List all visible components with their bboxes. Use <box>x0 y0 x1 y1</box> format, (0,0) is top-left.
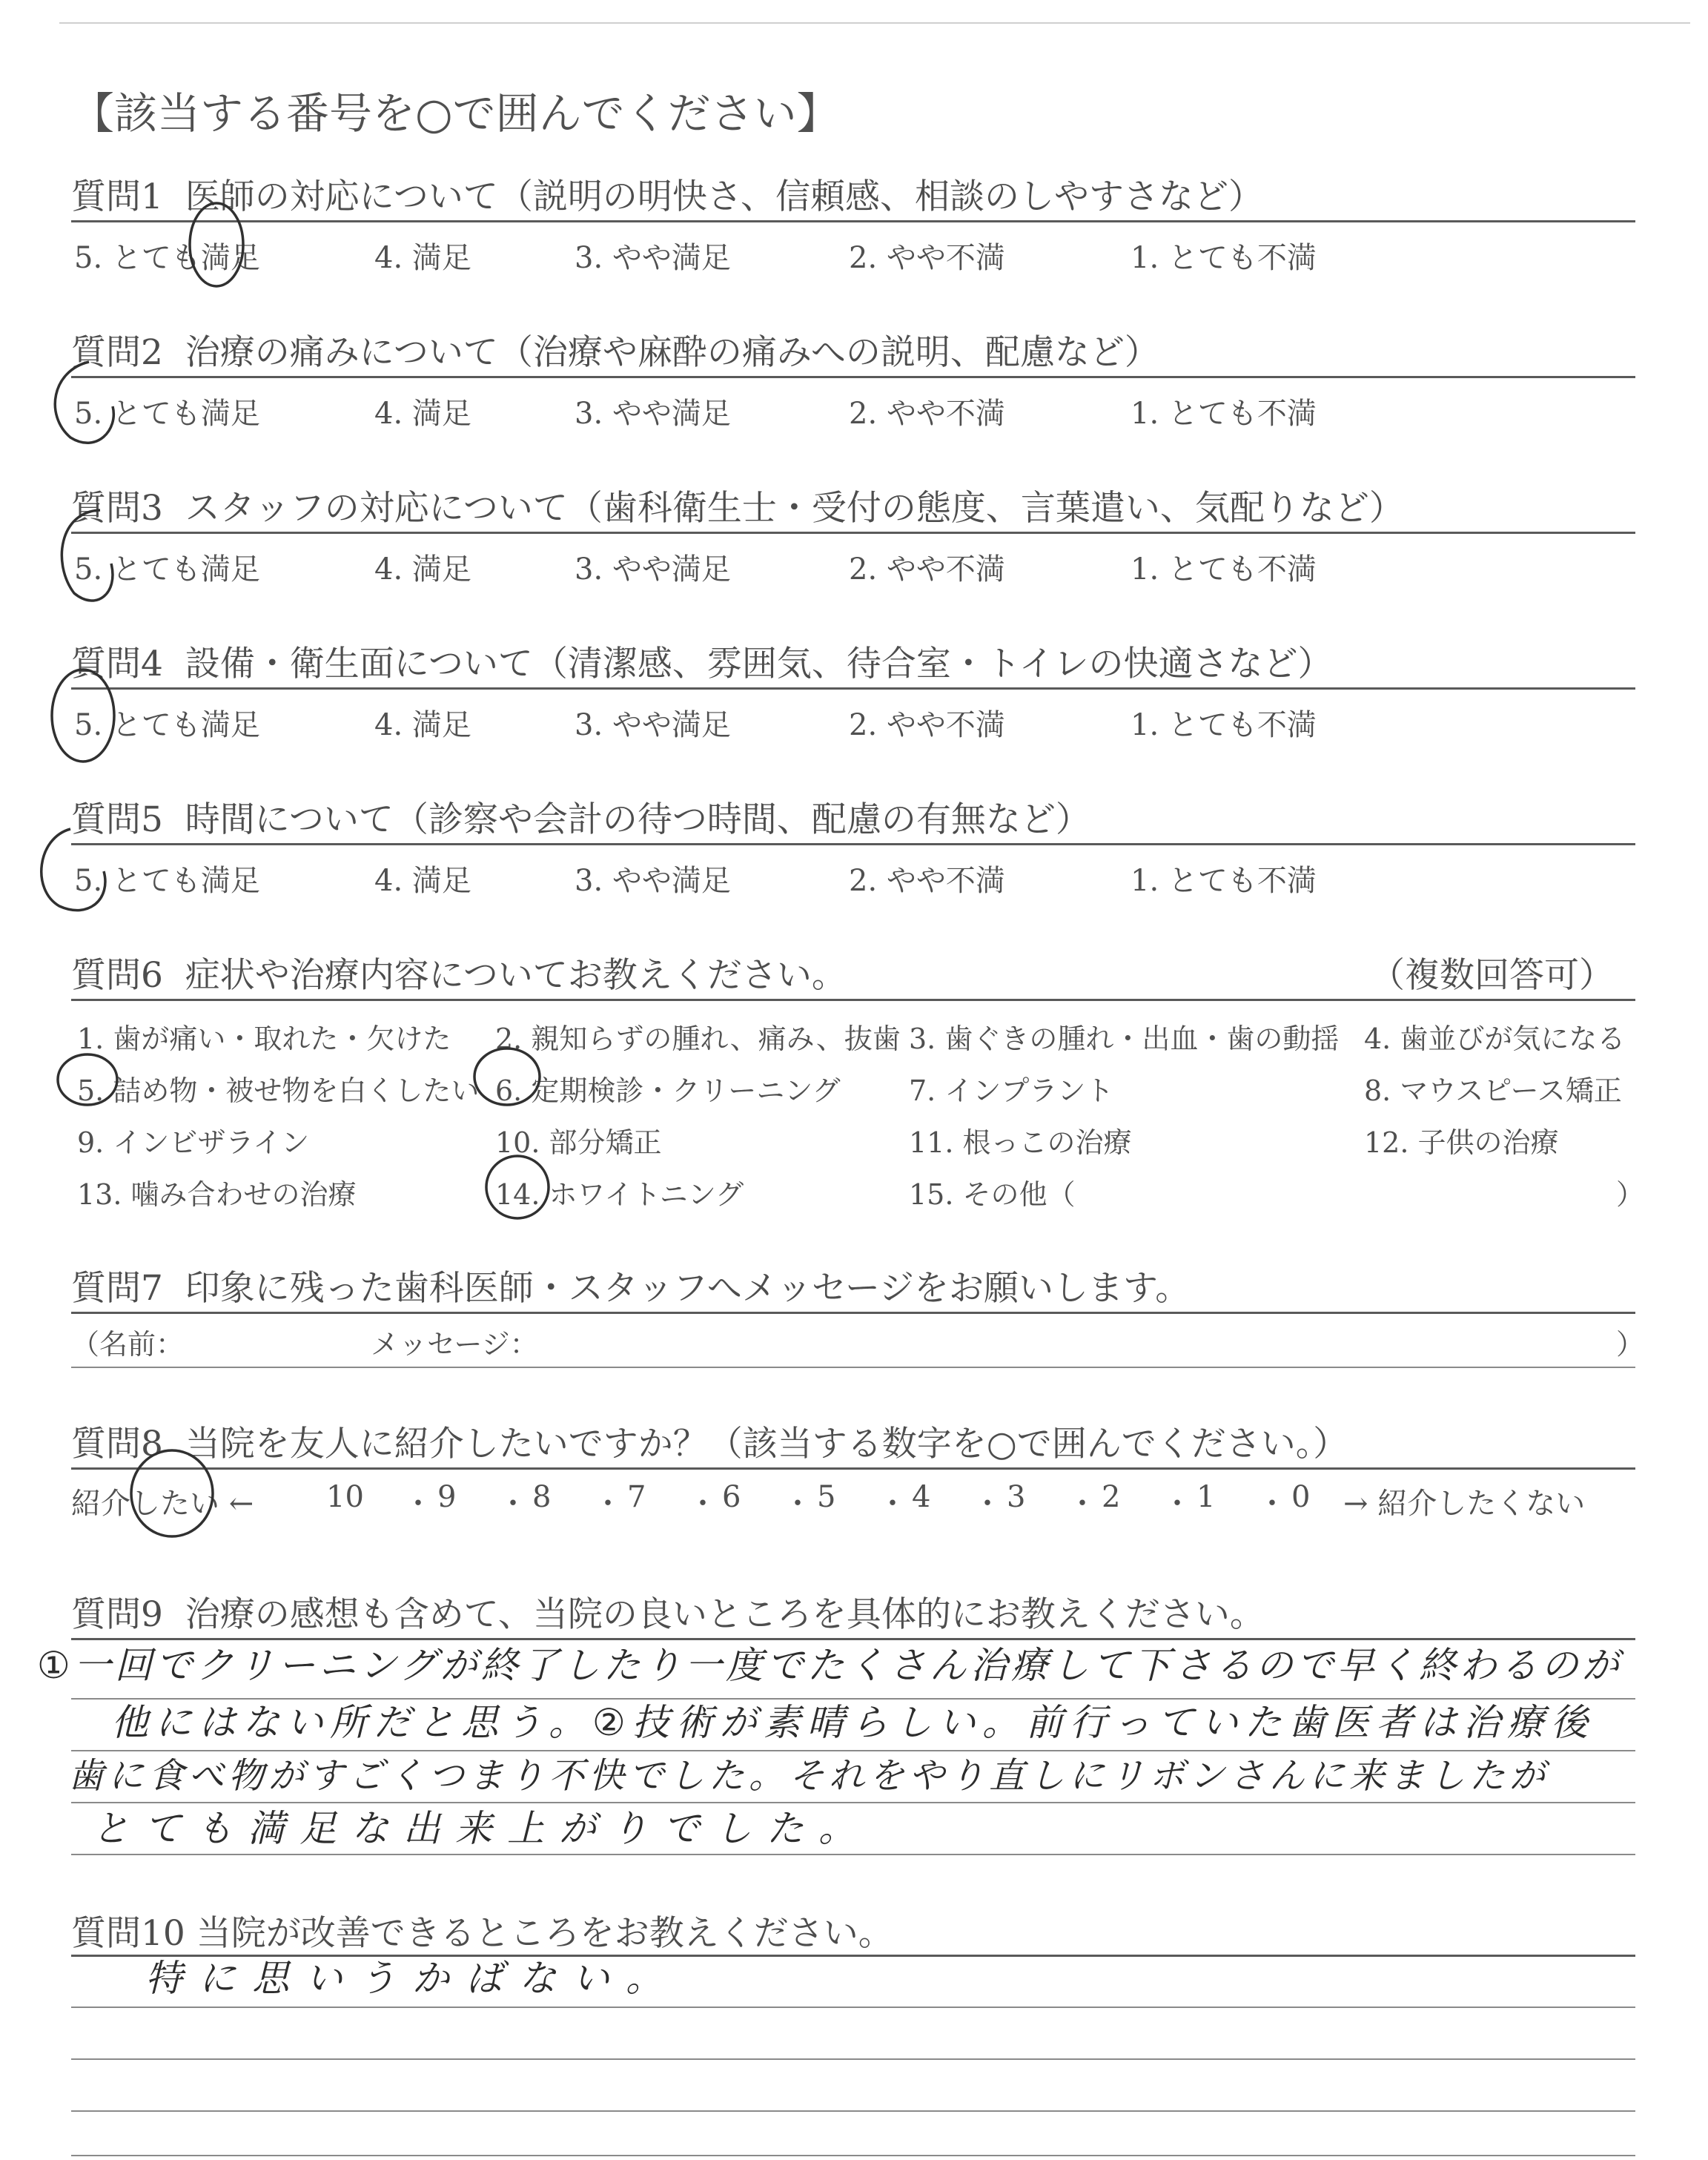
q8-score-9[interactable]: 9 <box>437 1480 457 1514</box>
q9-answer-line: ①一回でクリーニングが終了したり一度でたくさん治療して下さるので早く終わるのが <box>37 1644 1623 1687</box>
q4-option-3[interactable]: 3. やや満足 <box>575 708 731 742</box>
q4-option-5[interactable]: 5. とても満足 <box>74 708 260 742</box>
q8-text: 当院を友人に紹介したいですか？（該当する数字を○で囲んでください。） <box>185 1424 1348 1464</box>
q8-right-label: → 紹介したくない <box>1343 1487 1586 1521</box>
q6-text: 症状や治療内容についてお教えください。 <box>185 955 847 996</box>
q5-option-1[interactable]: 1. とても不満 <box>1131 864 1317 898</box>
q4-circle-mark <box>52 670 114 762</box>
q7-name-label[interactable]: （名前： <box>71 1328 185 1361</box>
q7-close: ） <box>1616 1328 1645 1361</box>
q5-option-5[interactable]: 5. とても満足 <box>74 864 260 898</box>
q5-circle-mark <box>42 829 105 911</box>
q8-dot: ・ <box>878 1487 907 1521</box>
q4-option-2[interactable]: 2. やや不満 <box>849 708 1005 742</box>
q5-option-3[interactable]: 3. やや満足 <box>575 864 731 898</box>
q10-answer[interactable]: 特に思いうかばない。 <box>145 1957 679 2000</box>
q10-label: 質問10 <box>71 1913 185 1954</box>
q9-answer-line: 他にはない所だと思う。②技術が素晴らしい。前行っていた歯医者は治療後 <box>111 1701 1595 1744</box>
q6-item14-circle-mark <box>486 1156 549 1218</box>
q8-score-8[interactable]: 8 <box>532 1480 552 1514</box>
q6-item-11[interactable]: 11. 根っこの治療 <box>909 1126 1132 1159</box>
q8-dot: ・ <box>1068 1487 1097 1521</box>
q1-option-1[interactable]: 1. とても不満 <box>1131 241 1317 275</box>
q2-circle-mark <box>55 362 113 443</box>
q4-label: 質問4 <box>71 644 163 684</box>
q5-option-2[interactable]: 2. やや不満 <box>849 864 1005 898</box>
q8-dot: ・ <box>1257 1487 1287 1521</box>
q1-option-4[interactable]: 4. 満足 <box>374 241 471 275</box>
q7-message-label[interactable]: メッセージ： <box>371 1328 538 1361</box>
q8-dot: ・ <box>973 1487 1002 1521</box>
q8-score-0[interactable]: 0 <box>1291 1480 1311 1514</box>
q3-option-3[interactable]: 3. やや満足 <box>575 552 731 587</box>
q8-score-4[interactable]: 4 <box>912 1480 931 1514</box>
q6-item-10[interactable]: 10. 部分矯正 <box>495 1126 662 1159</box>
q8-score-1[interactable]: 1 <box>1196 1480 1216 1514</box>
q8-dot: ・ <box>498 1487 528 1521</box>
q9-text: 治療の感想も含めて、当院の良いところを具体的にお教えください。 <box>185 1594 1265 1635</box>
q6-note: （複数回答可） <box>1370 955 1614 996</box>
q4-option-1[interactable]: 1. とても不満 <box>1131 708 1317 742</box>
q6-other-close: ） <box>1616 1178 1645 1211</box>
q2-option-5[interactable]: 5. とても満足 <box>74 397 260 431</box>
q8-dot: ・ <box>1162 1487 1192 1521</box>
q6-item-8[interactable]: 8. マウスピース矯正 <box>1364 1074 1622 1107</box>
q6-item6-circle-mark <box>474 1048 540 1105</box>
q3-option-1[interactable]: 1. とても不満 <box>1131 552 1317 587</box>
q2-option-4[interactable]: 4. 満足 <box>374 397 471 431</box>
q6-item-4[interactable]: 4. 歯並びが気になる <box>1364 1023 1626 1055</box>
q1-label: 質問1 <box>71 176 163 217</box>
q6-item-2[interactable]: 2. 親知らずの腫れ、痛み、抜歯 <box>495 1023 901 1055</box>
q6-item-3[interactable]: 3. 歯ぐきの腫れ・出血・歯の動揺 <box>909 1023 1340 1055</box>
q6-item-12[interactable]: 12. 子供の治療 <box>1364 1126 1559 1159</box>
q8-label: 質問8 <box>71 1424 163 1464</box>
q3-option-5[interactable]: 5. とても満足 <box>74 552 260 587</box>
q8-score-5[interactable]: 5 <box>817 1480 836 1514</box>
q7-text: 印象に残った歯科医師・スタッフへメッセージをお願いします。 <box>185 1268 1191 1309</box>
q1-option-2[interactable]: 2. やや不満 <box>849 241 1005 275</box>
q9-label: 質問9 <box>71 1594 163 1635</box>
q6-item-5[interactable]: 5. 詰め物・被せ物を白くしたい <box>77 1074 480 1107</box>
q10-text: 当院が改善できるところをお教えください。 <box>196 1913 893 1954</box>
q3-text: スタッフの対応について（歯科衛生士・受付の態度、言葉遣い、気配りなど） <box>185 488 1404 529</box>
q4-text: 設備・衛生面について（清潔感、雰囲気、待合室・トイレの快適さなど） <box>185 644 1333 684</box>
q3-circle-mark <box>62 510 113 601</box>
q3-option-2[interactable]: 2. やや不満 <box>849 552 1005 587</box>
q2-option-2[interactable]: 2. やや不満 <box>849 397 1005 431</box>
q1-option-5[interactable]: 5. とても満足 <box>74 241 260 275</box>
q8-score-2[interactable]: 2 <box>1102 1480 1121 1514</box>
q6-item-15[interactable]: 15. その他（ <box>909 1178 1076 1211</box>
q4-option-4[interactable]: 4. 満足 <box>374 708 471 742</box>
q5-label: 質問5 <box>71 799 163 840</box>
q6-item-6[interactable]: 6. 定期検診・クリーニング <box>495 1074 841 1107</box>
q6-item-7[interactable]: 7. インプラント <box>909 1074 1114 1107</box>
q7-label: 質問7 <box>71 1268 163 1309</box>
q8-circle-mark <box>131 1450 213 1536</box>
q2-text: 治療の痛みについて（治療や麻酔の痛みへの説明、配慮など） <box>185 332 1159 373</box>
q8-dot: ・ <box>688 1487 718 1521</box>
q6-label: 質問6 <box>71 955 163 996</box>
q3-label: 質問3 <box>71 488 163 529</box>
q8-dot: ・ <box>783 1487 812 1521</box>
q1-text: 医師の対応について（説明の明快さ、信頼感、相談のしやすさなど） <box>185 176 1263 217</box>
q6-item-1[interactable]: 1. 歯が痛い・取れた・欠けた <box>77 1023 451 1055</box>
q1-option-3[interactable]: 3. やや満足 <box>575 241 731 275</box>
q6-item-9[interactable]: 9. インビザライン <box>77 1126 310 1159</box>
q6-item5-circle-mark <box>58 1054 117 1105</box>
q5-option-4[interactable]: 4. 満足 <box>374 864 471 898</box>
q9-answer-line: 歯に食べ物がすごくつまり不快でした。それをやり直しにリボンさんに来ましたが <box>68 1755 1550 1797</box>
page-title: 【該当する番号を○で囲んでください】 <box>71 88 840 139</box>
q2-option-3[interactable]: 3. やや満足 <box>575 397 731 431</box>
q8-score-10[interactable]: 10 <box>326 1480 364 1514</box>
q6-item-13[interactable]: 13. 噛み合わせの治療 <box>77 1178 357 1211</box>
q8-dot: ・ <box>593 1487 623 1521</box>
q6-item-14[interactable]: 14. ホワイトニング <box>495 1178 744 1211</box>
q8-left-label: 紹介したい ← <box>71 1487 254 1521</box>
q8-dot: ・ <box>403 1487 433 1521</box>
q3-option-4[interactable]: 4. 満足 <box>374 552 471 587</box>
q8-score-6[interactable]: 6 <box>722 1480 741 1514</box>
q5-text: 時間について（診察や会計の待つ時間、配慮の有無など） <box>185 799 1090 840</box>
q8-score-3[interactable]: 3 <box>1007 1480 1026 1514</box>
q9-answer-line: とても満足な出来上がりでした。 <box>92 1807 870 1850</box>
q1-circle-mark <box>190 203 243 286</box>
q2-label: 質問2 <box>71 332 163 373</box>
q8-score-7[interactable]: 7 <box>627 1480 646 1514</box>
q2-option-1[interactable]: 1. とても不満 <box>1131 397 1317 431</box>
